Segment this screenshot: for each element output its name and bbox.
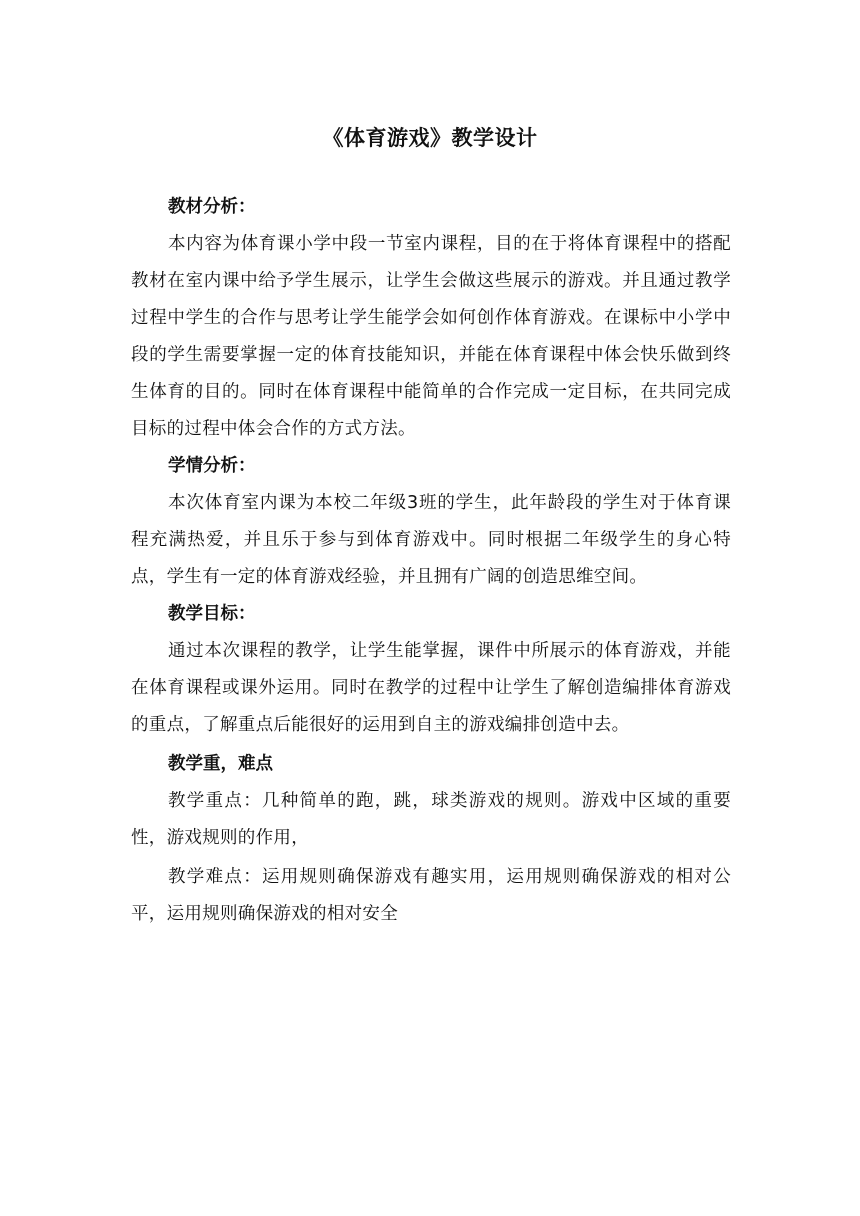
section-heading: 教学目标：	[168, 604, 256, 624]
section-teaching-goals	[131, 596, 731, 744]
section-paragraph: 本内容为体育课小学中段一节室内课程，目的在于将体育课程中的搭配教材在室内课中给予学生展示，让学生会做这些展示的游戏。并且通过教学过程中学生的合作与思考让学生能学会如何创作体育游戏。在课标中小学中段的学生需要掌握一定的体育技能知识，并能在体育课程中体会快乐做到终生体育的目的。同时在体育课程中能简单的合作完成一定目标，在共同完成目标的过程中体会合作的方式方法。	[131, 234, 731, 439]
document-title: 《体育游戏》教学设计	[322, 126, 538, 150]
section-paragraph-key-point: 教学重点：几种简单的跑，跳，球类游戏的规则。游戏中区域的重要性，游戏规则的作用，	[131, 791, 731, 848]
section-heading: 教学重，难点	[168, 754, 273, 774]
section-heading: 教材分析：	[168, 197, 256, 217]
document-body	[131, 189, 731, 933]
section-paragraph-difficulty: 教学难点：运用规则确保游戏有趣实用，运用规则确保游戏的相对公平，运用规则确保游戏的相对安全	[131, 867, 731, 924]
section-heading: 学情分析：	[168, 456, 256, 476]
section-textbook-analysis	[131, 189, 731, 448]
section-paragraph: 通过本次课程的教学，让学生能掌握，课件中所展示的体育游戏，并能在体育课程或课外运用。同时在教学的过程中让学生了解创造编排体育游戏的重点，了解重点后能很好的运用到自主的游戏编排创造中去。	[131, 641, 731, 735]
section-key-points	[131, 746, 731, 933]
section-paragraph: 本次体育室内课为本校二年级3班的学生，此年龄段的学生对于体育课程充满热爱，并且乐于参与到体育游戏中。同时根据二年级学生的身心特点，学生有一定的体育游戏经验，并且拥有广阔的创造思维空间。	[131, 493, 731, 587]
section-student-analysis	[131, 448, 731, 596]
